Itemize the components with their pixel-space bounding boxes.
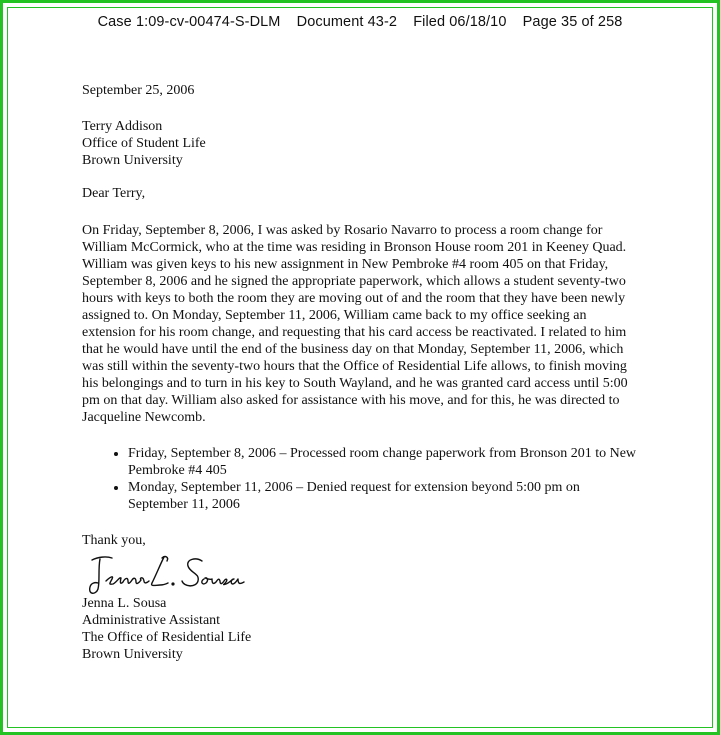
recipient-name: Terry Addison	[82, 119, 163, 134]
handwritten-signature	[82, 553, 642, 595]
court-filing-header	[0, 14, 720, 30]
case-number: Case 1:09-cv-00474-S-DLM	[97, 14, 281, 30]
letter	[82, 82, 642, 663]
body-paragraph: On Friday, September 8, 2006, I was asked by Rosario Navarro to process a room change for William McCormick, who at the time was residing in Bronson House room 201 in Keeney Quad. William was given keys to his new assignment in New Pembroke #4 room 405 on that Friday, September 8, 2006 and he signed the appropriate paperwork, which allows a student seventy-two hours with keys to both the room they are moving out of and the room that they have been newly assigned to. On Monday, September 11, 2006, William came back to my office seeking an extension for his room change, and requesting that his card access be reactivated. I related to him that he would have until the end of the business day on that Monday, September 11, 2006, which was still within the seventy-two hours that the Office of Residential Life allows, to finish moving his belongings and to turn in his key to South Wayland, and he was granted card access until 5:00 pm on that day. William also asked for assistance with his move, and for this, he was directed to Jacqueline Newcomb.	[82, 223, 628, 425]
document-number: Document 43-2	[296, 14, 398, 30]
filed-date: Filed 06/18/10	[413, 14, 507, 30]
recipient-address	[82, 118, 642, 169]
list-item: • Monday, September 11, 2006 – Denied request for extension beyond 5:00 pm on September 11, 2006	[128, 479, 642, 513]
signer-block	[82, 595, 642, 663]
page-number: Page 35 of 258	[522, 14, 623, 30]
list-item: • Friday, September 8, 2006 – Processed room change paperwork from Bronson 201 to New Pembroke #4 405	[128, 445, 642, 479]
signer-name: Jenna L. Sousa	[82, 596, 167, 611]
signer-institution: Brown University	[82, 647, 183, 662]
recipient-office: Office of Student Life	[82, 136, 206, 151]
letter-date: September 25, 2006	[82, 83, 195, 98]
signer-office: The Office of Residential Life	[82, 630, 252, 645]
signature-image	[86, 551, 256, 597]
event-list	[82, 445, 642, 513]
salutation: Dear Terry,	[82, 186, 146, 201]
recipient-institution: Brown University	[82, 153, 183, 168]
signer-title: Administrative Assistant	[82, 613, 221, 628]
closing: Thank you,	[82, 533, 146, 548]
